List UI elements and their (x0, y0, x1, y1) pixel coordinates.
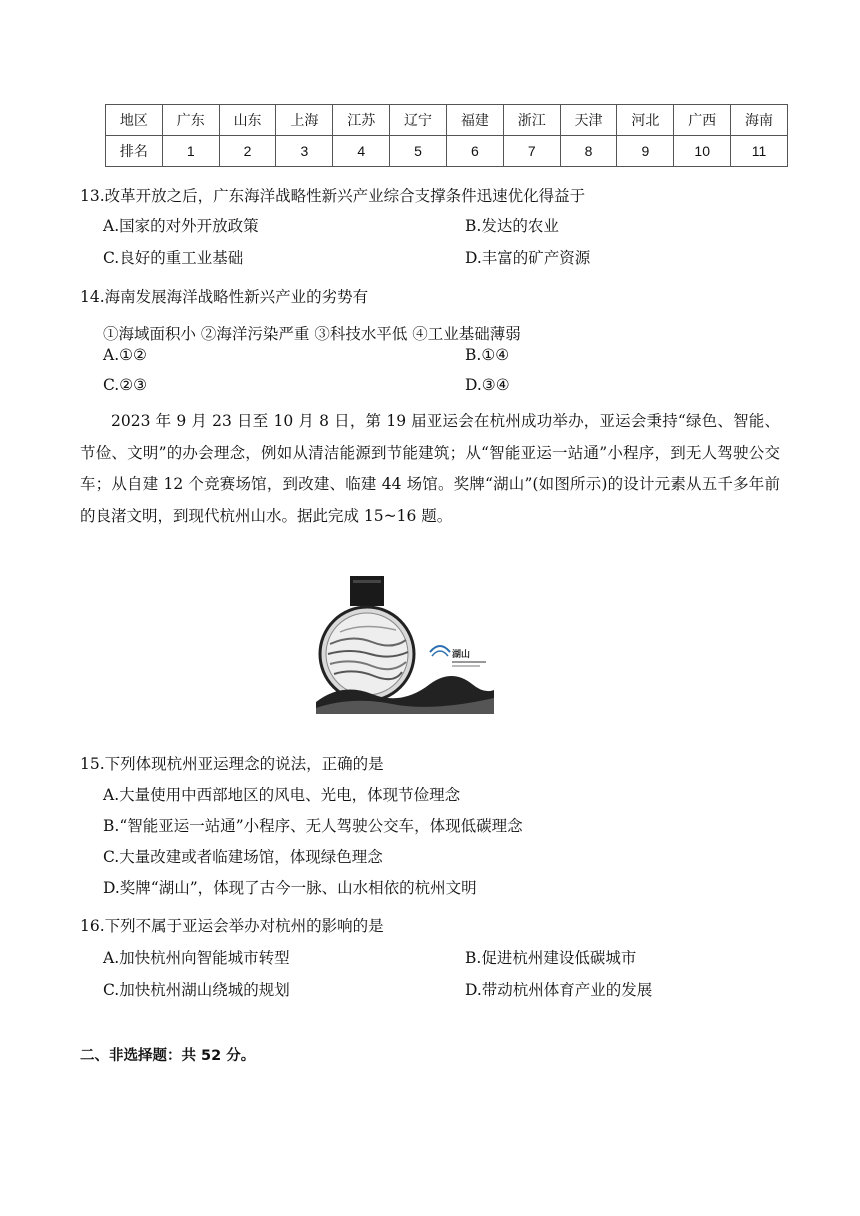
table-cell-rank: 4 (333, 136, 390, 167)
question-16-option-d: D.带动杭州体育产业的发展 (465, 981, 653, 999)
table-row-label: 排名 (106, 136, 163, 167)
question-16-stem: 16.下列不属于亚运会举办对杭州的影响的是 (80, 917, 384, 935)
table-cell-rank: 9 (617, 136, 674, 167)
question-15-option-a: A.大量使用中西部地区的风电、光电，体现节俭理念 (103, 786, 461, 804)
table-row-regions (106, 105, 788, 136)
question-16-option-b: B.促进杭州建设低碳城市 (465, 949, 637, 967)
ranking-table (105, 104, 788, 167)
question-13-option-c: C.良好的重工业基础 (103, 249, 244, 267)
table-cell-rank: 5 (390, 136, 447, 167)
table-cell-rank: 3 (276, 136, 333, 167)
table-cell-rank: 6 (446, 136, 503, 167)
medal-figure (312, 572, 497, 717)
table-cell-region: 天津 (560, 105, 617, 136)
question-16-option-c: C.加快杭州湖山绕城的规划 (103, 981, 290, 999)
question-15-option-c: C.大量改建或者临建场馆，体现绿色理念 (103, 848, 383, 866)
table-cell-region: 浙江 (503, 105, 560, 136)
table-cell-rank: 8 (560, 136, 617, 167)
question-15-stem: 15.下列体现杭州亚运理念的说法，正确的是 (80, 755, 384, 773)
table-cell-region: 广西 (674, 105, 731, 136)
table-row-ranks (106, 136, 788, 167)
table-cell-rank: 1 (162, 136, 219, 167)
table-cell-region: 山东 (219, 105, 276, 136)
table-cell-rank: 10 (674, 136, 731, 167)
question-13-option-a: A.国家的对外开放政策 (103, 217, 259, 235)
question-14-stem: 14.海南发展海洋战略性新兴产业的劣势有 (80, 288, 369, 306)
question-16-option-a: A.加快杭州向智能城市转型 (103, 949, 290, 967)
question-13-option-b: B.发达的农业 (465, 217, 559, 235)
question-15-option-b: B.“智能亚运一站通”小程序、无人驾驶公交车，体现低碳理念 (103, 817, 523, 835)
question-14-option-d: D.③④ (465, 376, 510, 394)
table-cell-region: 辽宁 (390, 105, 447, 136)
table-cell-region: 海南 (731, 105, 788, 136)
reading-passage: 2023 年 9 月 23 日至 10 月 8 日，第 19 届亚运会在杭州成功举办，亚运会秉持“绿色、智能、节俭、文明”的办会理念，例如从清洁能源到节能建筑；从“智能亚运一站通”小程序，到无人驾驶公交车；从自建 12 个竞赛场馆，到改建、临建 44 场馆。奖牌“湖山”(如图所示)的设计元素从五千多年前的良渚文明，到现代杭州山水。据此完成 15~16 题。 (80, 412, 780, 525)
question-14-option-c: C.②③ (103, 376, 148, 394)
table-cell-region: 广东 (162, 105, 219, 136)
table-cell-rank: 7 (503, 136, 560, 167)
medal-illustration (312, 572, 497, 717)
section-heading: 二、非选择题：共 52 分。 (80, 1048, 256, 1064)
question-14-option-a: A.①② (103, 346, 147, 364)
question-13-option-d: D.丰富的矿产资源 (465, 249, 591, 267)
question-15-option-d: D.奖牌“湖山”，体现了古今一脉、山水相依的杭州文明 (103, 879, 477, 897)
table-cell-region: 福建 (446, 105, 503, 136)
question-13-stem: 13.改革开放之后，广东海洋战略性新兴产业综合支撑条件迅速优化得益于 (80, 187, 586, 205)
table-header-label: 地区 (106, 105, 163, 136)
table-cell-rank: 2 (219, 136, 276, 167)
table-cell-rank: 11 (731, 136, 788, 167)
question-14-items: ①海域面积小 ②海洋污染严重 ③科技水平低 ④工业基础薄弱 (103, 325, 521, 343)
table-cell-region: 上海 (276, 105, 333, 136)
medal-logo-text: 湖山 (452, 650, 471, 660)
table-cell-region: 江苏 (333, 105, 390, 136)
question-14-option-b: B.①④ (465, 346, 510, 364)
table-cell-region: 河北 (617, 105, 674, 136)
